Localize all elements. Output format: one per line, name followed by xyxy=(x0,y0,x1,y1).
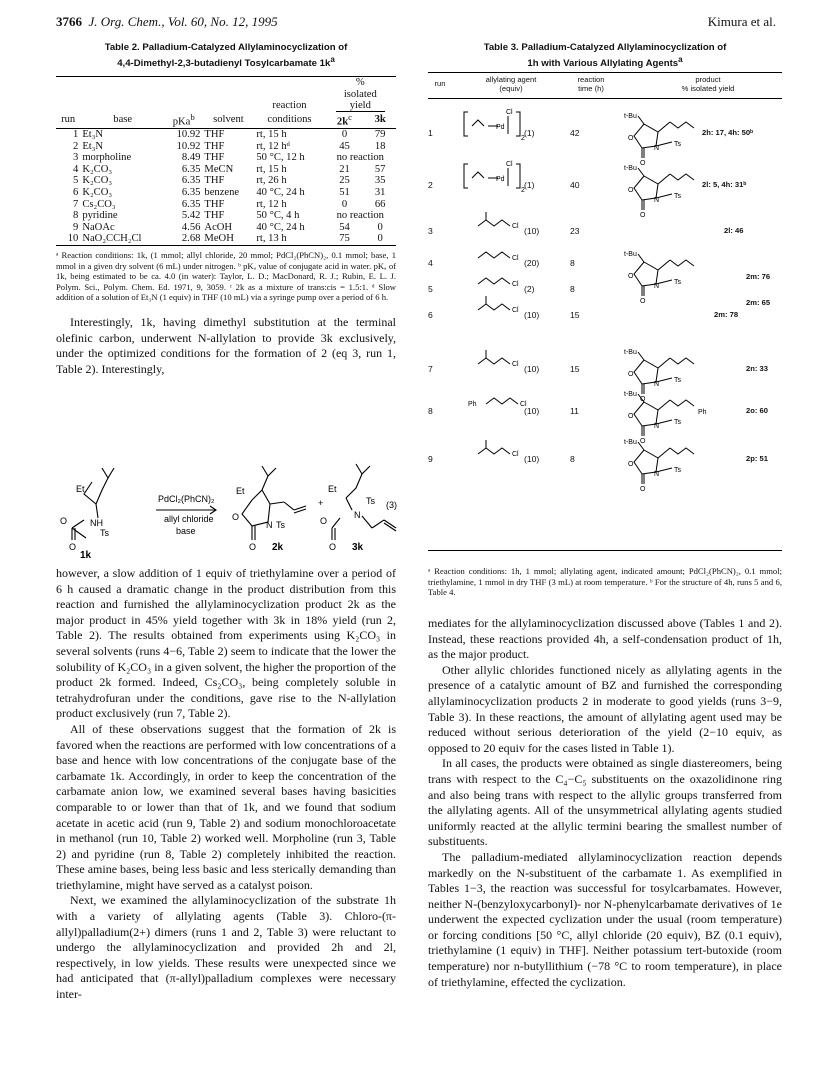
svg-text:t-Bu: t-Bu xyxy=(624,349,637,356)
svg-text:O: O xyxy=(628,413,634,420)
table-row: 9 NaOAc 4.56 AcOH 40 °C, 24 h 54 0 xyxy=(73,221,383,233)
product-yield: 2m: 78 xyxy=(714,310,739,319)
reagent-base: base xyxy=(176,526,196,536)
table-row: 5 K₂CO₃ 6.35 THF rt, 26 h 25 35 xyxy=(73,175,386,187)
allylating-agent-labels xyxy=(468,401,527,408)
product-yield: 2o: 60 xyxy=(746,406,768,415)
reagent-catalyst: PdCl₂(PhCN)₂ xyxy=(158,494,215,504)
table3-caption: Table 3. Palladium-Catalyzed Allylaminocyclization of 1h with Various Allylating Agents$^a$ xyxy=(483,42,727,70)
journal-citation: J. Org. Chem., Vol. 60, No. 12, 1995 xyxy=(88,14,278,29)
svg-text:O: O xyxy=(69,542,77,552)
table-cell: (2) xyxy=(524,284,535,294)
svg-text:Cl: Cl xyxy=(512,223,519,230)
product-structure xyxy=(634,116,694,158)
svg-text:O: O xyxy=(628,187,634,194)
allylating-agent-labels xyxy=(496,161,525,194)
label-2k: 2k xyxy=(272,542,284,553)
product-yield: 2p: 51 xyxy=(746,454,768,463)
table-cell: (20) xyxy=(524,258,540,268)
table-cell: (1) xyxy=(524,180,535,190)
svg-text:t-Bu: t-Bu xyxy=(624,391,637,398)
svg-text:Cl: Cl xyxy=(512,307,519,314)
svg-text:Et: Et xyxy=(328,484,337,494)
svg-text:Et: Et xyxy=(76,484,85,494)
svg-text:Et: Et xyxy=(236,486,245,496)
svg-text:Ts: Ts xyxy=(100,528,109,538)
table-cell: (10) xyxy=(524,406,540,416)
svg-text:Ts: Ts xyxy=(276,520,285,530)
svg-text:Cl: Cl xyxy=(506,161,513,168)
page-number: 3766 xyxy=(56,14,82,29)
table-row: 6 K₂CO₃ 6.35 benzene 40 °C, 24 h 51 31 xyxy=(73,187,386,199)
table-cell: (10) xyxy=(524,310,540,320)
table-cell: 23 xyxy=(570,226,580,236)
table-cell: 8 xyxy=(570,258,575,268)
svg-text:Ts: Ts xyxy=(366,496,375,506)
allylating-agent-structure xyxy=(478,212,510,226)
allylating-agent-structure xyxy=(486,398,518,404)
right-column xyxy=(428,42,782,70)
table2-caption: Table 2. Palladium-Catalyzed Allylaminocyclization of 4,4-Dimethyl-2,3-butadienyl Tosylcarbamate $1k^a$ xyxy=(104,42,348,70)
product-structure xyxy=(634,352,694,394)
svg-text:2: 2 xyxy=(521,135,525,142)
svg-text:O: O xyxy=(640,438,646,445)
svg-text:Pd: Pd xyxy=(496,124,505,131)
product-structure xyxy=(634,254,694,296)
table-row: 3 morpholine 8.49 THF 50 °C, 12 h no reaction xyxy=(73,152,384,164)
svg-text:Pd: Pd xyxy=(496,176,505,183)
svg-text:t-Bu: t-Bu xyxy=(624,251,637,258)
svg-text:Ts: Ts xyxy=(674,279,681,286)
table2-footnote: ᵃ Reaction conditions: 1k, (1 mmol; allyl chloride, 20 mmol; PdCl₂(PhCN)₂, 0.1 mmol; base, 1 mmol in a given dry solvent (6 mL) under nitrogen. ᵇ pKₐ value of conjugate acid in water. pKₐ of 1k, being estimated to be ca. 4.0 (in water): Taylor, L. D.; MacDonard, R. J.; Rubin, E. L. J. Polym. Sci., Polym. Chem. Ed. 1971, 9, 3059. ᶜ 2k as a mixture of trans:cis = 1.5:1. ᵈ Slow addition of a solution of Et₃N (1 equiv) in THF (10 mL) via a syringe pump over a period of 6 h. xyxy=(56,250,396,303)
table-cell: 7 xyxy=(428,364,433,374)
svg-text:Cl: Cl xyxy=(520,401,527,408)
svg-text:Ts: Ts xyxy=(674,193,681,200)
svg-text:O: O xyxy=(329,542,337,552)
right-body-text: mediates for the allylaminocyclization discussed above (Tables 1 and 2). Instead, these reactions provided 4h, a self-condensation product of 1h, as the major product. Other allylic chlorides functioned nicely as allylating agents in the presence of a catalytic amount of BZ and furnished the corresponding allylaminocyclization products 2 in moderate to good yields (runs 3−9, Table 3). In these reactions, the amount of allylating agent used may be reduced without serious deterioration of the yield (2−10 equiv, as opposed to 20 equiv for the cases listed in Table 1). In all cases, the products were obtained as single diastereomers, being trans with respect to the C₄−C₅ substituents on the oxazolidinone ring and also being trans with respect to the allylic groups transferred from the allylating agents. All of the unsymmetrical allylating agents studied uniformly reacted at the allylic termini bearing the smallest number of substituents. The palladium-mediated allylaminocyclization reaction depends markedly on the N-substituent of the carbamate 1. As exemplified in Tables 1−3, the reaction was successful for tosylcarbamates. However, neither N-(benzyloxycarbonyl)- nor N-phenylcarbamate derivatives of 1e underwent the expected cyclization under the usual (room temperature) or forcing conditions [50 °C, allyl chloride (20 equiv), BZ (0.1 equiv), triethylamine (1 equiv) in THF]. Neither potassium tert-butoxide (room temperature) nor n-butyllithium (−78 °C to room temperature), in place of triethylamine, effected the cyclization. xyxy=(428,616,782,989)
allylating-agent-structure xyxy=(478,350,510,364)
table-row: 4 K₂CO₃ 6.35 MeCN rt, 15 h 21 57 xyxy=(73,163,386,175)
svg-text:N: N xyxy=(654,197,660,204)
allylating-agent-labels xyxy=(496,109,525,142)
allylating-agent-labels xyxy=(512,451,519,458)
table-row: 10 NaO₂CCH₂Cl 2.68 MeOH rt, 13 h 75 0 xyxy=(56,233,396,245)
svg-text:Ph: Ph xyxy=(698,409,707,416)
svg-text:O: O xyxy=(640,160,646,167)
svg-text:Ts: Ts xyxy=(674,141,681,148)
table-cell: 1 xyxy=(428,128,433,138)
table-cell: 6 xyxy=(428,310,433,320)
left-body-text: however, a slow addition of 1 equiv of triethylamine over a period of 6 h caused a dramatic change in the product distribution from this reaction and furnished the allylaminocyclization product 2k as the major product in 45% yield together with 3k in 18% yield (run 2, Table 2). The results obtained from experiments using K₂CO₃ in several solvents (runs 4−6, Table 2) seem to indicate that the lower the solubility of K₂CO₃ in a given solvent, the higher the proportion of the product 2k formed. Indeed, Cs₂CO₃, being completely soluble in tetrahydrofuran under the conditions, gave rise to the N-allylation product exclusively (run 7, Table 2). All of these observations suggest that the formation of 2k is favored when the reactions are performed with low concentrations of a base and hence with low concentrations of the conjugate base of the carbamate 1k. Accordingly, in order to keep the concentration of the carbamate anion low, we examined several bases having basicities comparable to or lower than that of 1k, and we found that sodium acetate in acetic acid (run 9, Table 2) and sodium monochloroacetate in methanol (run 10, Table 2) worked well. Morpholine (run 3, Table 2) and pyridine (run 8, Table 2) completely inhibited the reaction. These amine bases, being less basic and less sterically demanding than triethylamine, might have served as a catalyst poison. Next, we examined the allylaminocyclization of the substrate 1h with a variety of allylating agents (Table 3). Chloro-(π-allyl)palladium(2+) dimers (runs 1 and 2, Table 3) were reluctant to undergo the allylaminocyclization and provided 2h and 2l, respectively, in low yields. These results were unexpected since we had anticipated that (π-allyl)palladium complexes were necessary inter- xyxy=(56,566,396,1002)
svg-text:O: O xyxy=(320,516,328,526)
svg-text:O: O xyxy=(640,486,646,493)
svg-text:Ts: Ts xyxy=(674,419,681,426)
table-cell: (10) xyxy=(524,454,540,464)
left-column xyxy=(56,42,396,377)
body-paragraph-1: Interestingly, 1k, having dimethyl substitution at the terminal olefinic carbon, underwent N-allylation to provide 3k exclusively, under the optimized conditions for the formation of 2 (eq 3, run 1, Table 2). Interestingly, xyxy=(56,315,396,376)
table-cell: 8 xyxy=(570,284,575,294)
table3: run allylating agent (equiv) reaction time (h) product % isolated yield Pd Cl 2 t-Bu O N Ts O Pd Cl 2 t-Bu O N Ts O Cl Cl t-Bu O N Ts O Cl Cl Cl t-Bu O N Ts O Ph Cl t-Bu O N Ts O Ph Cl t-Bu O N Ts O 1 (1) 42 2h: 17, 4h: 50ᵇ 2 (1) 40 2l: 5, 4h: 31ᵇ 3 (10) 23 2l: 46 4 (20) 8 2m: 76 5 (2) 8 2m: 65 6 (10) 15 2m: 78 7 (10) 15 2n: 33 8 (10) 11 2o: 60 9 (10) 8 2p: 51 xyxy=(428,72,782,552)
table-row: 7 Cs₂CO₃ 6.35 THF rt, 12 h 0 66 xyxy=(73,198,386,210)
svg-text:Ph: Ph xyxy=(468,401,477,408)
table-cell: 8 xyxy=(428,406,433,416)
allylating-agent-labels xyxy=(512,255,519,262)
product-structure xyxy=(634,442,694,484)
svg-text:Cl: Cl xyxy=(506,109,513,116)
table-cell: 8 xyxy=(570,454,575,464)
svg-text:2: 2 xyxy=(521,187,525,194)
product-labels xyxy=(624,439,682,493)
product-structure xyxy=(634,394,694,436)
svg-text:O: O xyxy=(628,371,634,378)
product-yield: 2l: 46 xyxy=(724,226,744,235)
product-yield: 2m: 65 xyxy=(746,298,771,307)
svg-text:O: O xyxy=(249,542,257,552)
svg-text:N: N xyxy=(354,510,361,520)
table-cell: 11 xyxy=(570,406,579,416)
product-yield: 2h: 17, 4h: 50ᵇ xyxy=(702,128,754,137)
svg-text:O: O xyxy=(640,298,646,305)
equation-number: (3) xyxy=(386,500,397,510)
table3-footnote: ᵃ Reaction conditions: 1h, 1 mmol; allylating agent, indicated amount; PdCl₂(PhCN)₂, 0.1 mmol; triethylamine, 1 mmol in dry THF (3 mL) at room temperature. ᵇ For the structure of 4h, runs 5 and 6, Table 4. xyxy=(428,566,782,598)
product-labels xyxy=(624,251,682,305)
allylating-agent-structure xyxy=(478,296,510,310)
product-yield: 2m: 76 xyxy=(746,272,771,281)
allylating-agent-labels xyxy=(512,361,519,368)
svg-text:N: N xyxy=(654,423,660,430)
table-cell: 42 xyxy=(570,128,580,138)
svg-text:O: O xyxy=(628,273,634,280)
table2: % isolated reaction yield run base pKa$^b$ solvent conditions $2k^c$ 3k 1 Et₃N 10.92 THF rt, 15 h 0 79 2 Et₃N 10.92 THF rt, 12 hᵈ 45 18 3 morpholine 8.49 THF 50 °C, 12 h no reaction 4 K₂CO₃ 6.35 MeCN rt, 15 h 21 57 5 K₂CO₃ 6.35 THF rt, 26 h 25 35 6 K₂CO₃ 6.35 benzene 40 °C, 24 h 51 31 7 Cs₂CO₃ 6.35 THF rt, 12 h 0 66 8 pyridine 5.42 THF 50 °C, 4 h no reaction 9 NaOAc 4.56 AcOH 40 °C, 24 h 54 0 10 NaO₂CCH₂Cl 2.68 MeOH rt, 13 h 75 0 xyxy=(56,76,396,246)
allylating-agent-structure xyxy=(478,278,510,284)
svg-text:Cl: Cl xyxy=(512,281,519,288)
table-row: 2 Et₃N 10.92 THF rt, 12 hᵈ 45 18 xyxy=(73,140,386,152)
svg-text:O: O xyxy=(628,461,634,468)
svg-text:O: O xyxy=(640,212,646,219)
product-structure xyxy=(634,168,694,210)
table-cell: 15 xyxy=(570,310,580,320)
svg-text:Cl: Cl xyxy=(512,451,519,458)
table-row: 1 Et₃N 10.92 THF rt, 15 h 0 79 xyxy=(73,129,386,141)
table-cell: 5 xyxy=(428,284,433,294)
table-cell: 15 xyxy=(570,364,580,374)
reagent-allyl-chloride: allyl chloride xyxy=(164,514,214,524)
svg-text:t-Bu: t-Bu xyxy=(624,439,637,446)
table-cell: (10) xyxy=(524,226,540,236)
table-cell: 4 xyxy=(428,258,433,268)
svg-text:Cl: Cl xyxy=(512,361,519,368)
svg-text:Ts: Ts xyxy=(674,467,681,474)
allylating-agent-structure xyxy=(478,252,510,258)
label-3k: 3k xyxy=(352,542,364,553)
svg-text:O: O xyxy=(60,516,68,526)
product-yield: 2n: 33 xyxy=(746,364,768,373)
table-cell: 3 xyxy=(428,226,433,236)
table-row: 8 pyridine 5.42 THF 50 °C, 4 h no reaction xyxy=(73,210,384,222)
product-labels xyxy=(624,165,682,219)
svg-text:NH: NH xyxy=(90,518,103,528)
running-header-right: Kimura et al. xyxy=(707,14,776,29)
label-1k: 1k xyxy=(80,550,92,558)
svg-text:N: N xyxy=(266,520,273,530)
allylating-agent-labels xyxy=(512,223,519,230)
allylating-agent-structure xyxy=(478,440,510,454)
svg-text:N: N xyxy=(654,471,660,478)
svg-text:t-Bu: t-Bu xyxy=(624,165,637,172)
allylating-agent-labels xyxy=(512,281,519,288)
product-yield: 2l: 5, 4h: 31ᵇ xyxy=(702,180,747,189)
svg-text:O: O xyxy=(628,135,634,142)
table-cell: (1) xyxy=(524,128,535,138)
running-header-left xyxy=(56,14,278,30)
reaction-scheme-eq3 xyxy=(56,458,401,558)
table-cell: 2 xyxy=(428,180,433,190)
svg-text:Cl: Cl xyxy=(512,255,519,262)
svg-text:O: O xyxy=(640,396,646,403)
allylating-agent-labels xyxy=(512,307,519,314)
svg-text:O: O xyxy=(232,512,240,522)
svg-text:N: N xyxy=(654,145,660,152)
product-labels xyxy=(624,113,682,167)
table-cell: (10) xyxy=(524,364,540,374)
svg-text:t-Bu: t-Bu xyxy=(624,113,637,120)
svg-text:Ts: Ts xyxy=(674,377,681,384)
table-cell: 9 xyxy=(428,454,433,464)
svg-text:+: + xyxy=(318,498,324,508)
svg-text:N: N xyxy=(654,381,660,388)
svg-text:N: N xyxy=(654,283,660,290)
table-cell: 40 xyxy=(570,180,580,190)
